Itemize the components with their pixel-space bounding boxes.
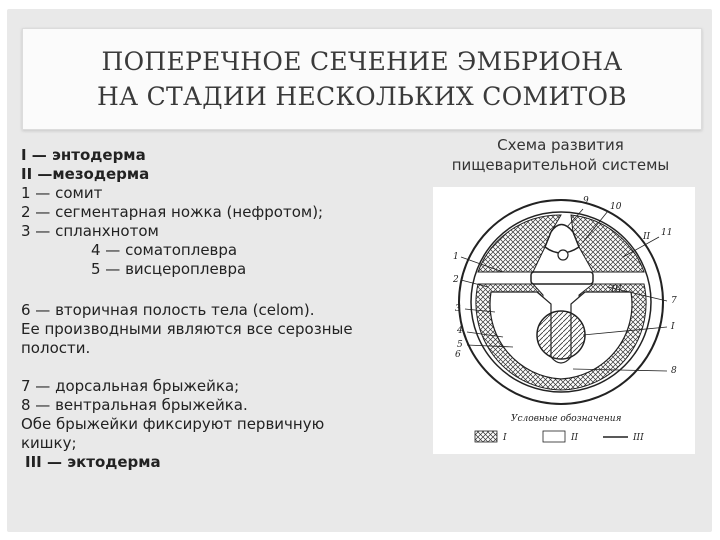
title-box bbox=[22, 28, 702, 130]
label-1: 1 bbox=[453, 252, 459, 262]
item-6-line-3: полости. bbox=[21, 339, 91, 357]
item-5: 5 — висцероплевра bbox=[91, 260, 247, 278]
left-text-block bbox=[21, 146, 416, 472]
embryo-cross-section-diagram bbox=[433, 187, 695, 454]
mesoderm-label: II —мезодерма bbox=[21, 165, 150, 183]
title-line-1: ПОПЕРЕЧНОЕ СЕЧЕНИЕ ЭМБРИОНА bbox=[101, 47, 623, 76]
legend-swatch-ii bbox=[543, 431, 565, 442]
item-4: 4 — соматоплевра bbox=[91, 241, 238, 259]
diagram-caption bbox=[418, 135, 703, 175]
note-line-2: кишку; bbox=[21, 434, 77, 452]
item-6-line-2: Ее производными являются все серозные bbox=[21, 320, 353, 338]
ectoderm-label: III — эктодерма bbox=[25, 453, 161, 471]
dorsal-bar bbox=[531, 272, 593, 284]
item-2: 2 — сегментарная ножка (нефротом); bbox=[21, 203, 324, 221]
label-2: 2 bbox=[453, 275, 459, 285]
legend-swatch-i bbox=[475, 431, 497, 442]
label-6: 6 bbox=[455, 350, 461, 360]
diagram-caption-line-2: пищеварительной системы bbox=[451, 156, 670, 174]
legend-label-ii: II bbox=[571, 433, 579, 443]
item-6-line-1: 6 — вторичная полость тела (celom). bbox=[21, 301, 315, 319]
diagram-svg bbox=[433, 187, 695, 454]
item-8: 8 — вентральная брыжейка. bbox=[21, 396, 248, 414]
legend-label-i: I bbox=[503, 433, 507, 443]
label-7: 7 bbox=[671, 296, 677, 306]
label-9: 9 bbox=[583, 196, 589, 206]
label-4: 4 bbox=[457, 326, 463, 336]
label-roman-3: III bbox=[611, 285, 622, 295]
diagram-caption-line-1: Схема развития bbox=[497, 136, 624, 154]
primary-gut bbox=[537, 311, 585, 359]
entoderm-label: I — энтодерма bbox=[21, 146, 146, 164]
legend-label-iii: III bbox=[633, 433, 644, 443]
item-1: 1 — сомит bbox=[21, 184, 103, 202]
label-11: 11 bbox=[661, 228, 673, 238]
label-10: 10 bbox=[610, 202, 622, 212]
label-8: 8 bbox=[671, 366, 677, 376]
label-5: 5 bbox=[457, 340, 463, 350]
label-roman-2: II bbox=[643, 232, 651, 242]
notochord bbox=[558, 250, 568, 260]
item-3: 3 — спланхнотом bbox=[21, 222, 159, 240]
note-line-1: Обе брыжейки фиксируют первичную bbox=[21, 415, 325, 433]
label-3: 3 bbox=[455, 304, 461, 314]
title-line-2: НА СТАДИИ НЕСКОЛЬКИХ СОМИТОВ bbox=[97, 82, 627, 111]
label-roman-1: I bbox=[671, 322, 675, 332]
legend-title: Условные обозначения bbox=[511, 414, 622, 424]
slide-title bbox=[23, 44, 701, 114]
item-7: 7 — дорсальная брыжейка; bbox=[21, 377, 240, 395]
